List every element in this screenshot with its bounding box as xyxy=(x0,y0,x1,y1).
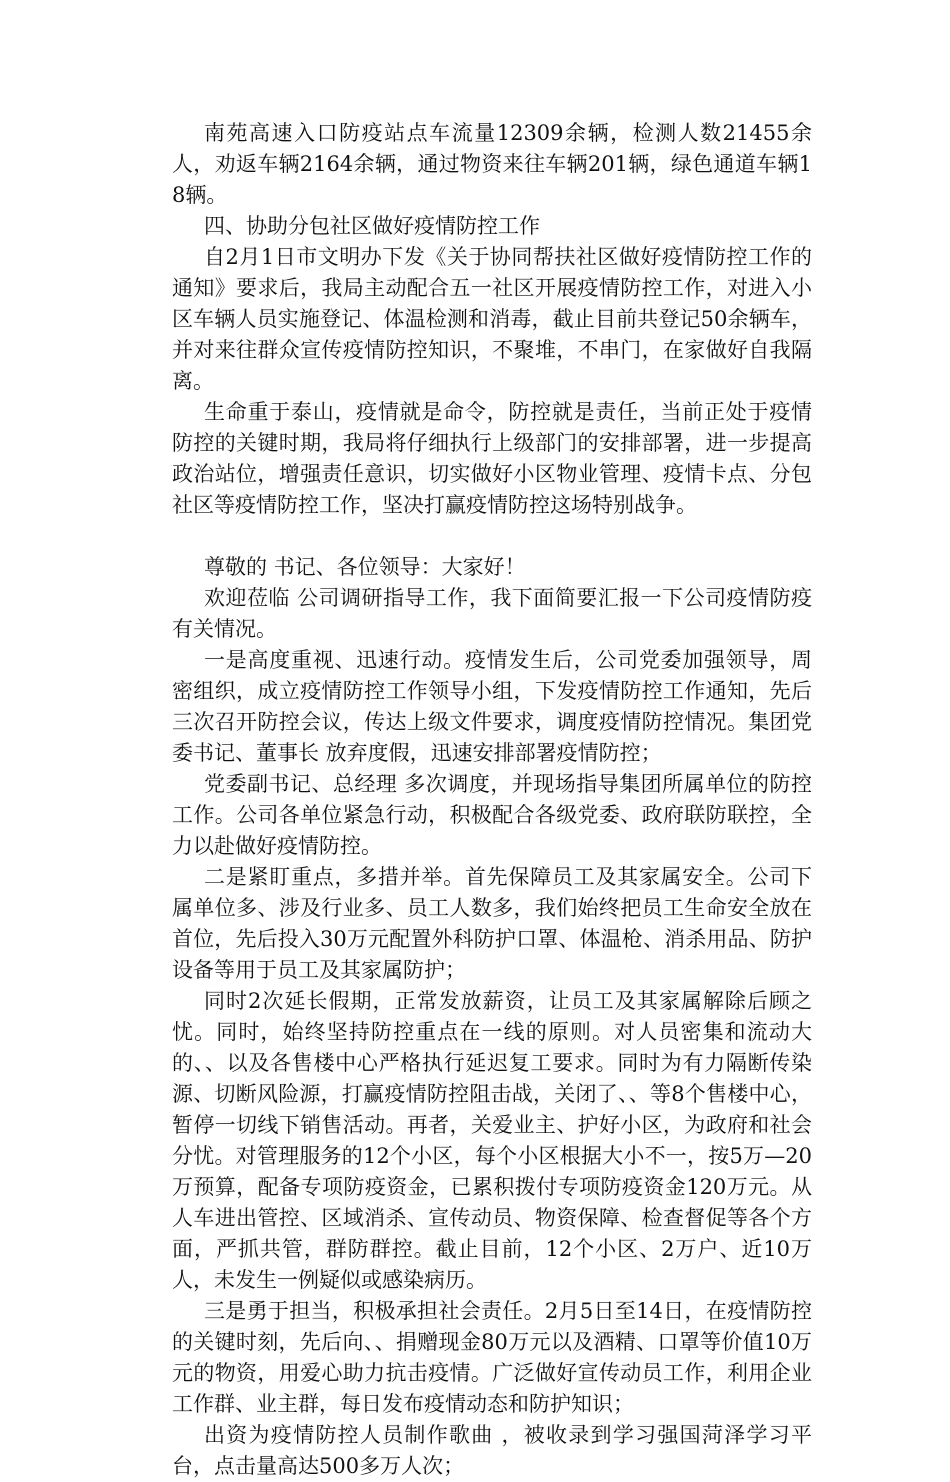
paragraph-point-one-cont: 党委副书记、总经理 多次调度，并现场指导集团所属单位的防控工作。公司各单位紧急行动，积极配合各级党委、政府联防联控，全力以赴做好疫情防控。 xyxy=(172,772,812,858)
heading-section-four: 四、协助分包社区做好疫情防控工作 xyxy=(204,214,540,238)
paragraph-community-assist: 自2月1日市文明办下发《关于协同帮扶社区做好疫情防控工作的通知》要求后，我局主动配合五一社区开展疫情防控工作，对进入小区车辆人员实施登记、体温检测和消毒，截止目前共登记50余辆车，并对来往群众宣传疫情防控知识，不聚堆，不串门，在家做好自我隔离。 xyxy=(172,245,812,393)
paragraph-point-one: 一是高度重视、迅速行动。疫情发生后，公司党委加强领导，周密组织，成立疫情防控工作领导小组，下发疫情防控工作通知，先后三次召开防控会议，传达上级文件要求，调度疫情防控情况。集团党委书记、董事长 放弃度假，迅速安排部署疫情防控； xyxy=(172,648,812,765)
paragraph-greeting: 尊敬的 书记、各位领导：大家好！ xyxy=(204,555,526,579)
paragraph-traffic-stats: 南苑高速入口防疫站点车流量12309余辆，检测人数21455余人，劝返车辆2164余辆，通过物资来往车辆201辆，绿色通道车辆18辆。 xyxy=(172,121,812,207)
paragraph-point-two: 二是紧盯重点，多措并举。首先保障员工及其家属安全。公司下属单位多、涉及行业多、员工人数多，我们始终把员工生命安全放在首位，先后投入30万元配置外科防护口罩、体温枪、消杀用品、防护设备等用于员工及其家属防护； xyxy=(172,865,812,982)
document-page xyxy=(172,118,812,1482)
paragraph-point-two-cont: 同时2次延长假期，正常发放薪资，让员工及其家属解除后顾之忧。同时，始终坚持防控重点在一线的原则。对人员密集和流动大的、、以及各售楼中心严格执行延迟复工要求。同时为有力隔断传染源、切断风险源，打赢疫情防控阻击战，关闭了、、等8个售楼中心，暂停一切线下销售活动。再者，关爱业主、护好小区，为政府和社会分忧。对管理服务的12个小区，每个小区根据大小不一，按5万—20万预算，配备专项防疫资金，已累积拨付专项防疫资金120万元。从人车进出管控、区域消杀、宣传动员、物资保障、检查督促等各个方面，严抓共管，群防群控。截止目前，12个小区、2万户、近10万人，未发生一例疑似或感染病历。 xyxy=(172,989,812,1292)
paragraph-point-three: 三是勇于担当，积极承担社会责任。2月5日至14日，在疫情防控的关键时刻，先后向、、捐赠现金80万元以及酒精、口罩等价值10万元的物资，用爱心助力抗击疫情。广泛做好宣传动员工作，利用企业工作群、业主群，每日发布疫情动态和防护知识； xyxy=(172,1299,812,1416)
paragraph-point-three-cont: 出资为疫情防控人员制作歌曲 ，被收录到学习强国菏泽学习平台，点击量高达500多万人次； xyxy=(172,1423,812,1478)
paragraph-welcome: 欢迎莅临 公司调研指导工作，我下面简要汇报一下公司疫情防疫有关情况。 xyxy=(172,586,812,641)
paragraph-conclusion: 生命重于泰山，疫情就是命令，防控就是责任，当前正处于疫情防控的关键时期，我局将仔细执行上级部门的安排部署，进一步提高政治站位，增强责任意识，切实做好小区物业管理、疫情卡点、分包社区等疫情防控工作，坚决打赢疫情防控这场特别战争。 xyxy=(172,400,812,517)
section-divider xyxy=(172,521,812,552)
